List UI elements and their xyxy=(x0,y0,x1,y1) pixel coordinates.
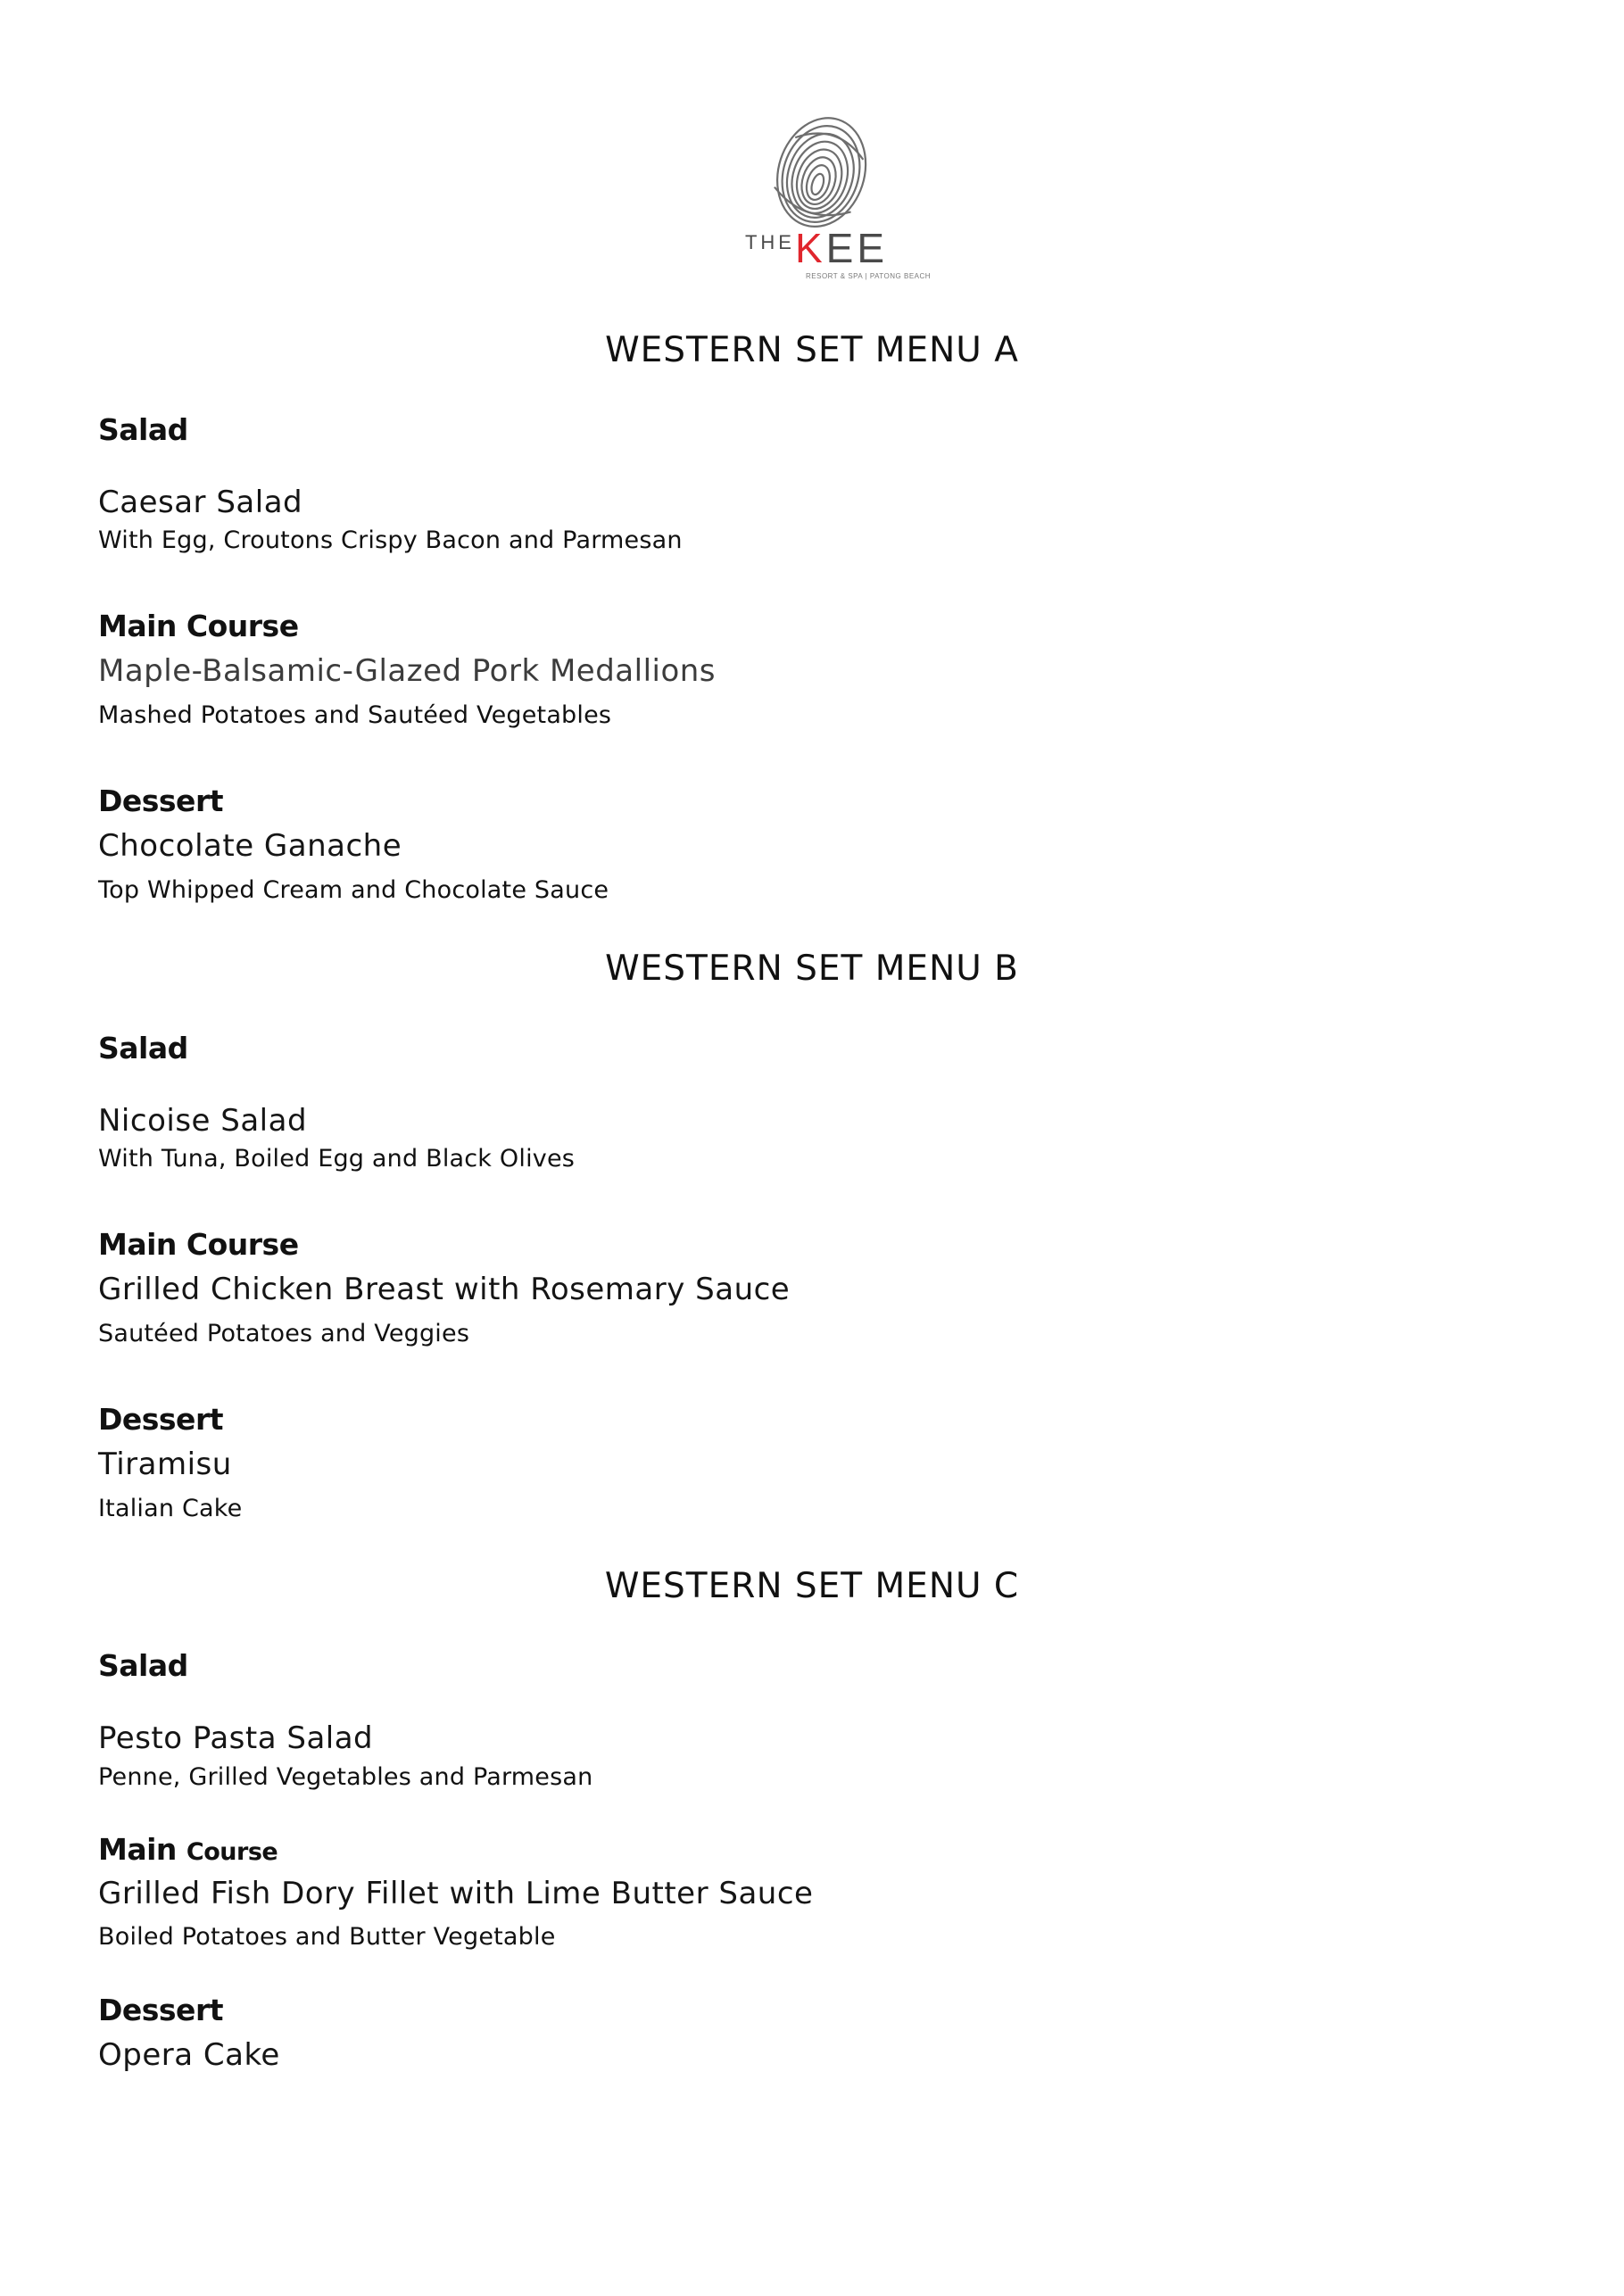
menu-a-dessert-desc: Top Whipped Cream and Chocolate Sauce xyxy=(98,876,609,904)
menu-b-dessert-name: Tiramisu xyxy=(98,1446,232,1482)
menu-b-salad-desc: With Tuna, Boiled Egg and Black Olives xyxy=(98,1145,576,1173)
menu-a-dessert-name: Chocolate Ganache xyxy=(98,828,402,864)
menu-b-main-heading: Main Course xyxy=(98,1227,299,1262)
menu-a-salad-name: Caesar Salad xyxy=(98,485,303,520)
menu-c-main-desc: Boiled Potatoes and Butter Vegetable xyxy=(98,1923,556,1951)
logo-wordmark xyxy=(718,225,915,271)
menu-c-main-heading-main: Main xyxy=(98,1832,177,1867)
logo-ee: EE xyxy=(825,225,889,271)
menu-c-dessert-name: Opera Cake xyxy=(98,2037,280,2073)
menu-b-main-name: Grilled Chicken Breast with Rosemary Sauce xyxy=(98,1272,791,1307)
menu-b-dessert-desc: Italian Cake xyxy=(98,1495,243,1522)
logo-the: THE xyxy=(744,231,795,253)
menu-c-main-heading xyxy=(98,1832,278,1867)
menu-a-main-heading: Main Course xyxy=(98,609,299,643)
menu-a-main-desc: Mashed Potatoes and Sautéed Vegetables xyxy=(98,701,612,729)
menu-a-dessert-heading: Dessert xyxy=(98,783,223,818)
menu-b-title: WESTERN SET MENU B xyxy=(605,949,1019,989)
menu-b-main-desc: Sautéed Potatoes and Veggies xyxy=(98,1320,470,1347)
menu-b-salad-name: Nicoise Salad xyxy=(98,1103,308,1139)
menu-c-salad-heading: Salad xyxy=(98,1648,188,1683)
menu-c-main-heading-course: Course xyxy=(186,1838,278,1866)
menu-b-salad-heading: Salad xyxy=(98,1031,188,1065)
menu-c-main-name: Grilled Fish Dory Fillet with Lime Butter Sauce xyxy=(98,1876,814,1911)
menu-c-salad-name: Pesto Pasta Salad xyxy=(98,1720,374,1756)
resort-logo xyxy=(718,112,932,286)
menu-a-salad-desc: With Egg, Croutons Crispy Bacon and Parmesan xyxy=(98,526,683,554)
menu-a-salad-heading: Salad xyxy=(98,412,188,447)
menu-a-title: WESTERN SET MENU A xyxy=(605,330,1019,370)
menu-c-salad-desc: Penne, Grilled Vegetables and Parmesan xyxy=(98,1763,593,1791)
menu-b-dessert-heading: Dessert xyxy=(98,1402,223,1437)
menu-c-dessert-heading: Dessert xyxy=(98,1993,223,2027)
logo-tagline: RESORT & SPA | PATONG BEACH xyxy=(806,272,932,280)
logo-k: K xyxy=(794,225,826,271)
menu-a-main-name: Maple-Balsamic-Glazed Pork Medallions xyxy=(98,653,717,689)
menu-c-title: WESTERN SET MENU C xyxy=(604,1566,1020,1606)
